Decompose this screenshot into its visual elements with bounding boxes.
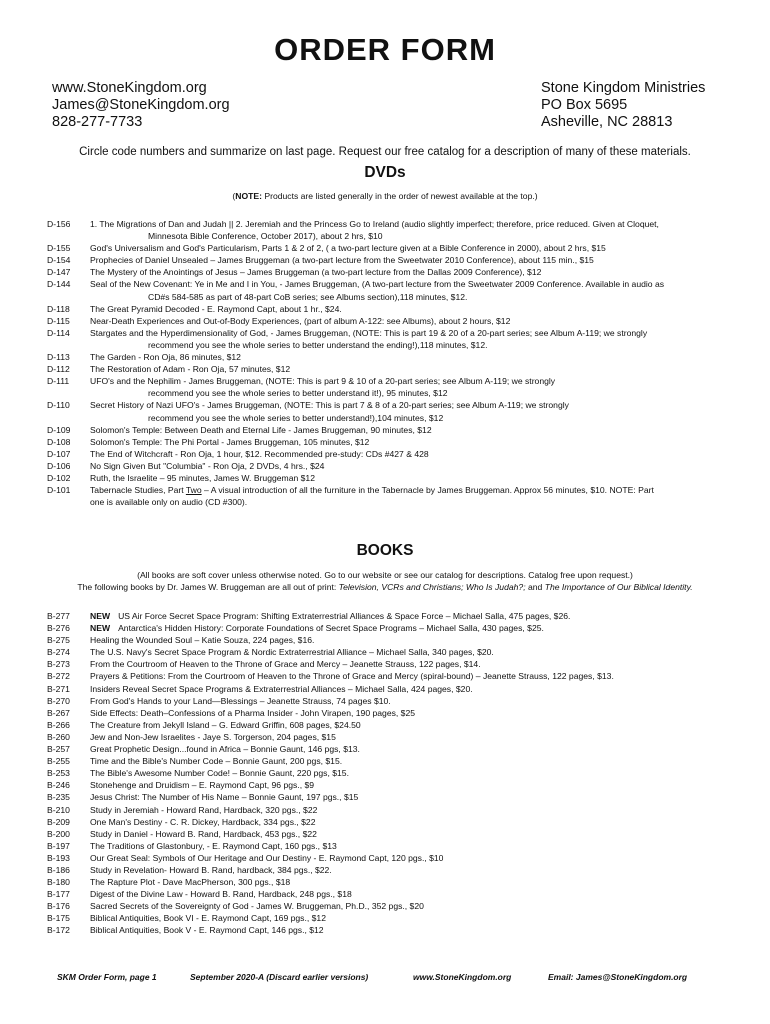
item-description: Digest of the Divine Law - Howard B. Rand, Hardback, 248 pgs., $18	[90, 889, 352, 900]
item-description: Solomon's Temple: The Phi Portal - James Bruggeman, 105 minutes, $12	[90, 436, 370, 447]
item-code[interactable]: B-266	[47, 719, 70, 730]
item-code[interactable]: D-107	[47, 448, 71, 459]
item-code[interactable]: B-276	[47, 623, 70, 634]
item-description: Tabernacle Studies, Part Two – A visual introduction of all the furniture in the Tabernacle by James Bruggeman. Approx 56 minutes, $10. NOTE: Part one is available only on audio (CD #300).	[90, 485, 654, 508]
city-state-zip: Asheville, NC 28813	[541, 114, 673, 130]
footer-email[interactable]: Email: James@StoneKingdom.org	[548, 972, 688, 982]
dvd-item[interactable]	[47, 315, 727, 327]
book-item[interactable]	[47, 876, 727, 888]
phone-number: 828-277-7733	[52, 114, 143, 130]
item-description: Our Great Seal: Symbols of Our Heritage and Our Destiny - E. Raymond Capt, 120 pgs., $10	[90, 852, 444, 863]
item-description: Side Effects: Death–Confessions of a Pharma Insider - John Virapen, 190 pages, $25	[90, 707, 416, 718]
item-description: The End of Witchcraft - Ron Oja, 1 hour, $12. Recommended pre-study: CDs #427 & 428	[90, 448, 429, 459]
item-code[interactable]: B-197	[47, 840, 70, 851]
item-description: Sacred Secrets of the Sovereignty of God - James W. Bruggeman, Ph.D., 352 pgs., $20	[90, 901, 424, 912]
item-code[interactable]: B-275	[47, 635, 70, 646]
footer-website[interactable]: www.StoneKingdom.org	[413, 972, 512, 982]
dvd-item[interactable]	[47, 218, 727, 242]
item-description: The Mystery of the Anointings of Jesus – James Bruggeman (a two-part lecture from the Dallas 2009 Conference), $12	[90, 267, 542, 278]
note-text: Products are listed generally in the order of newest available at the top.	[261, 191, 535, 201]
item-description: Biblical Antiquities, Book VI - E. Raymond Capt, 169 pgs., $12	[90, 913, 326, 924]
books-heading: BOOKS	[356, 542, 414, 559]
item-code[interactable]: B-176	[47, 901, 70, 912]
item-description: Stonehenge and Druidism – E. Raymond Capt, 96 pgs., $9	[90, 780, 315, 791]
book-item[interactable]	[47, 658, 727, 670]
item-description: Time and the Bible's Number Code – Bonnie Gaunt, 200 pgs, $15.	[90, 756, 343, 767]
instructions-text: Circle code numbers and summarize on last page. Request our free catalog for a description of many of these materials.	[79, 146, 691, 158]
book-item[interactable]	[47, 743, 727, 755]
item-code[interactable]: D-114	[47, 327, 70, 338]
book-item[interactable]	[47, 767, 727, 779]
book-item[interactable]	[47, 924, 727, 936]
item-code[interactable]: B-257	[47, 744, 70, 755]
dvd-item[interactable]	[47, 303, 727, 315]
book-item[interactable]	[47, 610, 727, 622]
item-description: The U.S. Navy's Secret Space Program & Nordic Extraterrestrial Alliance – Michael Salla, 340 pages, $20.	[90, 647, 494, 658]
item-code[interactable]: B-260	[47, 731, 70, 742]
item-description: Prophecies of Daniel Unsealed – James Bruggeman (a two-part lecture from the Sweetwater 2010 Conference), about 115 min., $15	[90, 255, 594, 266]
item-description: Study in Revelation- Howard B. Rand, hardback, 384 pgs., $22.	[90, 864, 332, 875]
book-item[interactable]	[47, 828, 727, 840]
item-code[interactable]: D-108	[47, 436, 71, 447]
dvd-item[interactable]	[47, 448, 727, 460]
dvd-item[interactable]	[47, 254, 727, 266]
item-code[interactable]: B-186	[47, 864, 70, 875]
footer-edition: September 2020-A (Discard earlier versions)	[190, 972, 369, 982]
book-item[interactable]	[47, 731, 727, 743]
book-item[interactable]	[47, 840, 727, 852]
book-item[interactable]	[47, 634, 727, 646]
email-link[interactable]: James@StoneKingdom.org	[52, 97, 230, 113]
po-box: PO Box 5695	[541, 97, 628, 113]
item-description: Biblical Antiquities, Book V - E. Raymond Capt, 146 pgs., $12	[90, 925, 324, 936]
dvds-heading: DVDs	[364, 164, 406, 181]
item-description: Prayers & Petitions: From the Courtroom of Heaven to the Throne of Grace and Mercy (spiral-bound) – Jeanette Strauss, 122 pages, $13.	[90, 671, 614, 682]
item-code[interactable]: D-113	[47, 352, 70, 363]
item-description: Near-Death Experiences and Out-of-Body Experiences, (part of album A-122: see Albums), about 2 hours, $12	[90, 315, 511, 326]
book-item[interactable]	[47, 888, 727, 900]
book-item[interactable]	[47, 707, 727, 719]
book-item[interactable]	[47, 816, 727, 828]
dvd-item[interactable]	[47, 327, 727, 351]
item-description: The Garden - Ron Oja, 86 minutes, $12	[90, 352, 241, 363]
item-description: God's Universalism and God's Particularism, Parts 1 & 2 of 2, ( a two-part lecture given at a Bible Conference in 2000), about 2 hrs, $15	[90, 243, 606, 254]
item-description: From the Courtroom of Heaven to the Throne of Grace and Mercy – Jeanette Strauss, 122 pages, $14.	[90, 659, 481, 670]
item-code[interactable]: B-270	[47, 695, 70, 706]
item-code[interactable]: D-115	[47, 315, 70, 326]
item-code[interactable]: B-271	[47, 683, 70, 694]
item-description: Study in Daniel - Howard B. Rand, Hardback, 453 pgs., $22	[90, 828, 317, 839]
item-description: From God's Hands to your Land—Blessings – Jeanette Strauss, 74 pages $10.	[90, 695, 391, 706]
item-code[interactable]: D-155	[47, 243, 71, 254]
item-code[interactable]: B-274	[47, 647, 70, 658]
item-code[interactable]: B-172	[47, 925, 70, 936]
item-code[interactable]: B-210	[47, 804, 70, 815]
item-code[interactable]: B-180	[47, 877, 70, 888]
item-code[interactable]: D-147	[47, 267, 71, 278]
book-item[interactable]	[47, 852, 727, 864]
book-item[interactable]	[47, 646, 727, 658]
item-code[interactable]: B-209	[47, 816, 70, 827]
item-description: Healing the Wounded Soul – Katie Souza, 224 pages, $16.	[90, 635, 315, 646]
item-description: Secret History of Nazi UFO's - James Bruggeman, (NOTE: This is part 7 & 8 of a 20-part series; see Album A-119; we strongly recommend you see the whole series to better understand!),104 minutes, $12	[90, 400, 569, 423]
item-code[interactable]: D-144	[47, 279, 71, 290]
book-item[interactable]	[47, 695, 727, 707]
item-code[interactable]: D-102	[47, 472, 71, 483]
item-code[interactable]: B-272	[47, 671, 70, 682]
dvd-item[interactable]	[47, 424, 727, 436]
new-badge: NEW	[90, 623, 111, 634]
dvd-item[interactable]	[47, 351, 727, 363]
item-description: The Rapture Plot - Dave MacPherson, 300 pgs., $18	[90, 877, 291, 888]
footer-page-label: SKM Order Form, page 1	[57, 972, 157, 982]
website-link[interactable]: www.StoneKingdom.org	[52, 80, 207, 96]
note-label: NOTE:	[235, 191, 262, 201]
books-note: (All books are soft cover unless otherwise noted. Go to our website or see our catalog for descriptions. Catalog free upon request.)	[137, 570, 633, 580]
dvd-item[interactable]	[47, 472, 727, 484]
page-title: ORDER FORM	[274, 32, 496, 67]
item-description: The Restoration of Adam - Ron Oja, 57 minutes, $12	[90, 364, 291, 375]
dvd-item[interactable]	[47, 484, 727, 508]
item-description: Great Prophetic Design...found in Africa – Bonnie Gaunt, 146 pgs, $13.	[90, 744, 360, 755]
dvd-item[interactable]	[47, 278, 727, 302]
item-description: Solomon's Temple: Between Death and Eternal Life - James Bruggeman, 90 minutes, $12	[90, 424, 432, 435]
item-code[interactable]: B-277	[47, 611, 70, 621]
item-description: Stargates and the Hyperdimensionality of God, - James Bruggeman, (NOTE: This is part 19 & 20 of a 20-part series; see Album A-119; we strongly recommend you see the whole series to better understand the ending!),118 minutes, $12.	[90, 327, 648, 350]
new-badge: NEW	[90, 611, 111, 621]
dvd-item[interactable]	[47, 242, 727, 254]
item-code[interactable]: B-177	[47, 889, 70, 900]
item-description: The Bible's Awesome Number Code! – Bonnie Gaunt, 220 pgs, $15.	[90, 768, 349, 779]
dvd-list	[47, 218, 727, 508]
item-code[interactable]: B-175	[47, 913, 70, 924]
book-item[interactable]	[47, 670, 727, 682]
item-code[interactable]: D-101	[47, 485, 71, 496]
dvd-item[interactable]	[47, 399, 727, 423]
item-code[interactable]: B-246	[47, 780, 70, 791]
item-description: Seal of the New Covenant: Ye in Me and I in You, - James Bruggeman, (A two-part lecture from the Sweetwater 2009 Conference. Available in audio as CD#s 584-585 as part of 48-part CoB series; see Albums section),118 minutes, $12.	[90, 279, 665, 302]
item-code[interactable]: D-111	[47, 376, 70, 387]
item-code[interactable]: D-106	[47, 460, 71, 471]
item-code[interactable]: D-154	[47, 255, 71, 266]
dvd-item[interactable]	[47, 436, 727, 448]
item-code[interactable]: D-109	[47, 424, 71, 435]
item-description: Jesus Christ: The Number of His Name – Bonnie Gaunt, 197 pgs., $15	[90, 792, 359, 803]
dvd-item[interactable]	[47, 375, 727, 399]
book-item[interactable]	[47, 622, 727, 634]
book-item[interactable]	[47, 864, 727, 876]
book-item[interactable]	[47, 912, 727, 924]
item-description: Insiders Reveal Secret Space Programs & Extraterrestrial Alliances – Michael Salla, 424 pages, $20.	[90, 683, 473, 694]
book-item[interactable]	[47, 719, 727, 731]
item-code[interactable]: B-193	[47, 852, 70, 863]
item-description: UFO's and the Nephilim - James Bruggeman, (NOTE: This is part 9 & 10 of a 20-part series; see Album A-119; we strongly recommend you see the whole series to better understand it!), 95 minutes, $12	[90, 376, 556, 399]
dvds-note: (NOTE: Products are listed generally in the order of newest available at the top.)	[232, 191, 538, 201]
item-description: The Creature from Jekyll Island – G. Edward Griffin, 608 pages, $24.50	[90, 719, 361, 730]
dvd-item[interactable]	[47, 363, 727, 375]
item-code[interactable]: D-110	[47, 400, 70, 411]
ministry-name: Stone Kingdom Ministries	[541, 80, 706, 96]
item-description: The Great Pyramid Decoded - E. Raymond Capt, about 1 hr., $24.	[90, 303, 342, 314]
item-description: NEW Antarctica's Hidden History: Corporate Foundations of Secret Space Programs – Michael Salla, 430 pages, $25.	[90, 623, 544, 634]
book-item[interactable]	[47, 755, 727, 767]
item-code[interactable]: D-156	[47, 219, 71, 229]
item-description: Jew and Non-Jew Israelites - Jaye S. Torgerson, 204 pages, $15	[90, 731, 336, 742]
item-code[interactable]: B-235	[47, 792, 70, 803]
item-description: Study in Jeremiah - Howard Rand, Hardback, 320 pgs., $22	[90, 804, 318, 815]
contact-block-left	[52, 80, 230, 131]
item-description: 1. The Migrations of Dan and Judah || 2. Jeremiah and the Princess Go to Ireland (audio slightly imperfect; therefore, price reduced. Given at Cloquet, Minnesota Bible Conference, October 2017), about 2 hrs, $10	[90, 219, 659, 242]
book-item[interactable]	[47, 779, 727, 791]
item-description: One Man's Destiny - C. R. Dickey, Hardback, 334 pgs., $22	[90, 816, 316, 827]
book-item[interactable]	[47, 791, 727, 803]
item-code[interactable]: B-273	[47, 659, 70, 670]
item-code[interactable]: B-255	[47, 756, 70, 767]
item-code[interactable]: D-112	[47, 364, 70, 375]
contact-block-right	[541, 80, 705, 131]
book-list	[47, 610, 727, 937]
item-code[interactable]: B-253	[47, 768, 70, 779]
book-item[interactable]	[47, 683, 727, 695]
item-description: The Traditions of Glastonbury, - E. Raymond Capt, 160 pgs., $13	[90, 840, 337, 851]
books-out-of-print-note: The following books by Dr. James W. Bruggeman are all out of print: Television, VCRs and Christians; Who Is Judah?; and The Importance of Our Biblical Identity.	[77, 582, 693, 592]
item-description: NEW US Air Force Secret Space Program: Shifting Extraterrestrial Alliances & Space Force – Michael Salla, 475 pages, $26.	[90, 611, 571, 621]
item-description: Ruth, the Israelite – 95 minutes, James W. Bruggeman $12	[90, 472, 315, 483]
item-code[interactable]: B-200	[47, 828, 70, 839]
book-item[interactable]	[47, 900, 727, 912]
book-item[interactable]	[47, 804, 727, 816]
dvd-item[interactable]	[47, 460, 727, 472]
item-description: No Sign Given But "Columbia" - Ron Oja, 2 DVDs, 4 hrs., $24	[90, 460, 325, 471]
dvd-item[interactable]	[47, 266, 727, 278]
item-code[interactable]: D-118	[47, 303, 70, 314]
item-code[interactable]: B-267	[47, 707, 70, 718]
